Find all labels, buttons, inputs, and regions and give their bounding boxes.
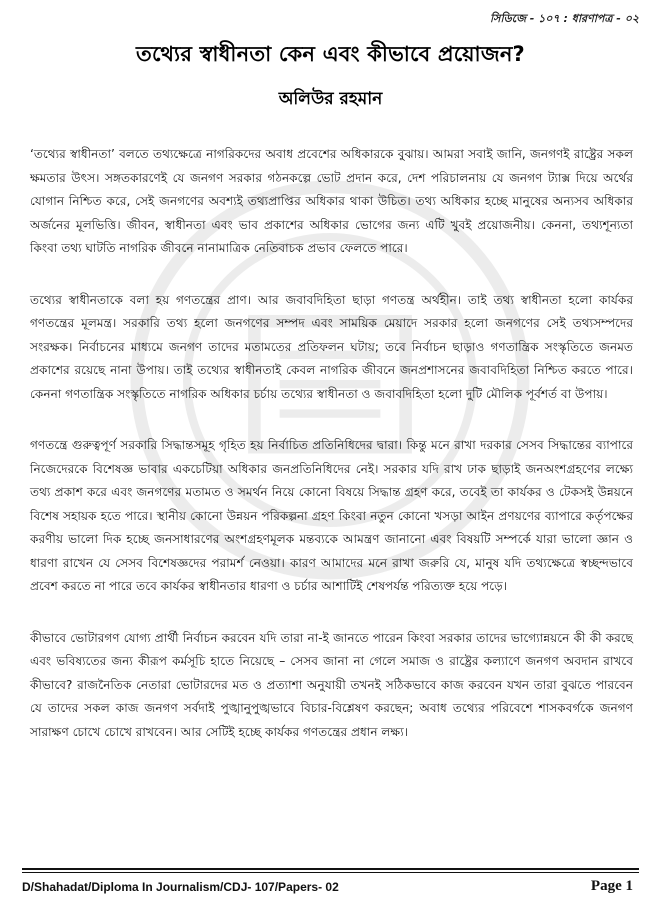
document-header-tag: সিডিজে - ১০৭ : ধারণাপত্র - ০২ — [490, 12, 639, 25]
footer-file-path: D/Shahadat/Diploma In Journalism/CDJ- 107/Papers- 02 — [22, 880, 339, 894]
paragraph: গণতন্ত্রে গুরুত্বপূর্ণ সরকারি সিদ্ধান্তসমূহ গৃহিত হয় নির্বাচিত প্রতিনিধিদের দ্বারা। কিন্তু মনে রাখা দরকার সেসব সিদ্ধান্তের ব্যাপারে নিজেদেরকে বিশেষজ্ঞ ভাবার একচেটিয়া অধিকার জনপ্রতিনিধিদের নেই। সরকার যদি রাখ ঢাক ছাড়াই জনঅংশগ্রহণের লক্ষ্যে তথ্য প্রকাশ করে এবং জনগণের মতামত ও সমর্থন নিয়ে কোনো বিষয়ে সিদ্ধান্ত গ্রহণ করে, তবেই তা কার্যকর ও টেকসই উন্নয়নে বিশেষ সহায়ক হতে পারে। স্থানীয় কোনো উন্নয়ন পরিকল্পনা গ্রহণ কিংবা নতুন কোনো খসড়া আইন প্রণয়ণের ব্যাপারে কর্তৃপক্ষের করণীয় ভালো দিক হচ্ছে জনসাধারণের অংশগ্রহণমূলক মন্তব্যকে আমন্ত্রণ জানানো এবং বিষয়টি সম্পর্কে যারা ভালো জ্ঞান ও ধারণা রাখেন যে সেসব বিশেষজ্ঞদের পরামর্শ নেওয়া। কারণ আমাদের মনে রাখা জরুরি যে, মানুষ যদি তথ্যক্ষেত্রে স্বচ্ছন্দভাবে প্রবেশ করতে না পারে তবে কার্যকর স্বাধীনতার ধারণা ও চর্চার আশাটিই শেষপর্যন্ত পরিত্যক্ত হয়ে পড়ে। — [30, 438, 633, 593]
footer-divider-thin — [22, 872, 639, 873]
paragraph: ‘তথ্যের স্বাধীনতা’ বলতে তথ্যক্ষেত্রে নাগরিকদের অবাধ প্রবেশের অধিকারকে বুঝায়। আমরা সবাই জানি, জনগণই রাষ্ট্রের সকল ক্ষমতার উৎস। সঙ্গতকারণেই যে জনগণ সরকার গঠনকল্পে ভোট প্রদান করে, দেশ পরিচালনায় যে জনগণ ট্যাক্স দিয়ে অর্থের যোগান নিশ্চিত করে, সেই জনগণের অবশ্যই তথ্যপ্রাপ্তির অধিকার থাকা উচিত। তথ্য অধিকার হচ্ছে মানুষের অন্যসব অধিকার অর্জনের মূলভিত্তি। জীবন, স্বাধীনতা এবং ভাব প্রকাশের অধিকার ভোগের জন্য এটি খুবই প্রয়োজনীয়। কেননা, তথ্যশূন্যতা কিংবা তথ্য ঘাটতি নাগরিক জীবনে নানামাত্রিক নেতিবাচক প্রভাব ফেলতে পারে। — [30, 147, 633, 255]
document-author: অলিউর রহমান — [278, 89, 383, 109]
paragraph: কীভাবে ভোটারগণ যোগ্য প্রার্থী নির্বাচন করবেন যদি তারা না-ই জানতে পারেন কিংবা সরকার তাদের ভাগ্যোন্নয়নে কী কী করছে এবং ভবিষ্যতের জন্য কীরূপ কর্মসূচি হাতে নিয়েছে – সেসব জানা না গেলে সমাজ ও রাষ্ট্রের কল্যাণে জনগণ অবদান রাখবে কীভাবে? রাজনৈতিক নেতারা ভোটারদের মত ও প্রত্যাশা অনুযায়ী তখনই সঠিকভাবে কাজ করবেন যখন তারা বুঝতে পারবেন যে তাদের সকল কাজ জনগণ সর্বদাই পুঙ্খানুপুঙ্খভাবে বিচার-বিশ্লেষণ করছেন; অবাধ তথ্যের পরিবেশে শাসকবর্গকে জনগণ সারাক্ষণ চোখে চোখে রাখবেন। আর সেটিই হচ্ছে কার্যকর গণতন্ত্রের প্রধান লক্ষ্য। — [30, 630, 633, 739]
footer-divider — [22, 868, 639, 870]
document-title: তথ্যের স্বাধীনতা কেন এবং কীভাবে প্রয়োজন? — [136, 42, 525, 66]
footer-page-number: Page 1 — [590, 878, 633, 894]
paragraph: তথ্যের স্বাধীনতাকে বলা হয় গণতন্ত্রের প্রাণ। আর জবাবদিহিতা ছাড়া গণতন্ত্র অর্থহীন। তাই তথ্য স্বাধীনতা হলো কার্যকর গণতন্ত্রের মূলমন্ত্র। সরকারি তথ্য হলো জনগণের সম্পদ এবং সাময়িক মেয়াদে সরকার হলো জনগণের সেই তথ্যসম্পদের সংরক্ষক। নির্বাচনের মাধ্যমে জনগণ তাদের মতামতের প্রতিফলন ঘটায়; তবে নির্বাচন ছাড়াও গণতান্ত্রিক সংস্কৃতিতে জনমত প্রকাশের রয়েছে নানা উপায়। তাই তথ্যের স্বাধীনতাই কেবল নাগরিক জীবনে জনপ্রশাসনের জবাবদিহিতা নিশ্চিত করতে পারে। কেননা গণতান্ত্রিক সংস্কৃতিতে নাগরিক অধিকার চর্চায় তথ্যের স্বাধীনতা ও জবাবদিহিতা হলো দুটি মৌলিক পূর্বশর্ত বা উপায়। — [30, 292, 633, 401]
article-body — [30, 143, 633, 772]
